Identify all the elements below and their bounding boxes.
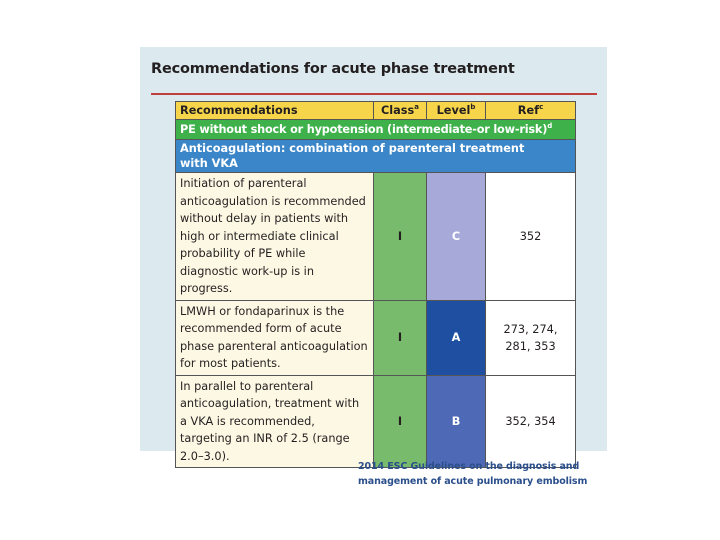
table-header-row bbox=[176, 102, 576, 120]
level-cell: A bbox=[427, 300, 486, 375]
title-divider bbox=[151, 93, 597, 95]
ref-cell: 352, 354 bbox=[486, 375, 576, 468]
section-row-anticoagulation bbox=[176, 140, 576, 173]
recommendations-table bbox=[175, 101, 576, 468]
level-cell: C bbox=[427, 173, 486, 301]
recommendation-text: Initiation of parenteral anticoagulation is recommended without delay in patients with high or intermediate clinical probability of PE while diagnostic work-up is in progress. bbox=[176, 173, 374, 301]
class-cell: I bbox=[374, 375, 427, 468]
page-title: Recommendations for acute phase treatment bbox=[151, 61, 515, 77]
class-cell: I bbox=[374, 173, 427, 301]
section-label: PE without shock or hypotension (intermediate-or low-risk)$^d$ bbox=[176, 120, 576, 140]
header-level: Level$^b$ bbox=[427, 102, 486, 120]
table-row bbox=[176, 375, 576, 468]
source-citation: 2014 ESC Guidelines on the diagnosis and management of acute pulmonary embolism bbox=[358, 461, 588, 487]
ref-cell: 352 bbox=[486, 173, 576, 301]
table-row bbox=[176, 173, 576, 301]
class-cell: I bbox=[374, 300, 427, 375]
header-ref: Ref$^c$ bbox=[486, 102, 576, 120]
section-row-pe-without-shock bbox=[176, 120, 576, 140]
recommendation-text: In parallel to parenteral anticoagulation, treatment with a VKA is recommended, targeting an INR of 2.5 (range 2.0–3.0). bbox=[176, 375, 374, 468]
header-recommendations: Recommendations bbox=[176, 102, 374, 120]
ref-cell: 273, 274, 281, 353 bbox=[486, 300, 576, 375]
recommendation-text: LMWH or fondaparinux is the recommended form of acute phase parenteral anticoagulation for most patients. bbox=[176, 300, 374, 375]
header-class: Class$^a$ bbox=[374, 102, 427, 120]
level-cell: B bbox=[427, 375, 486, 468]
table-row bbox=[176, 300, 576, 375]
section-label: Anticoagulation: combination of parenteral treatment with VKA bbox=[176, 140, 576, 173]
